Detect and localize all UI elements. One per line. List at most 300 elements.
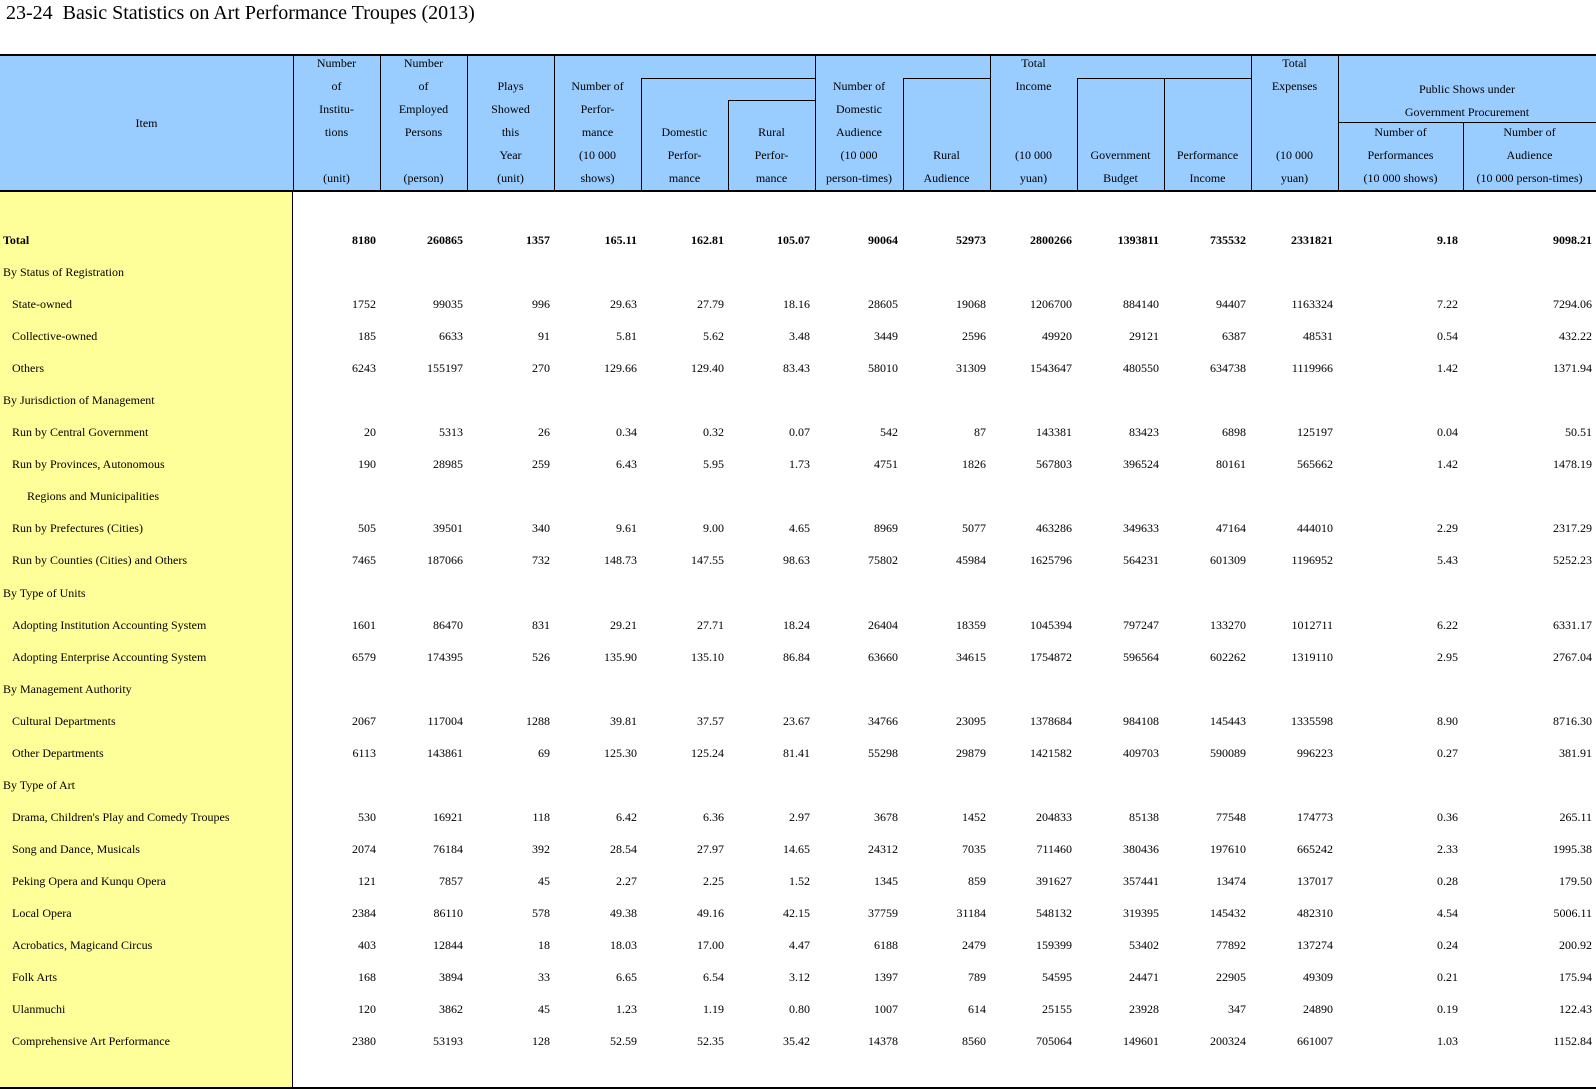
cell-value: 444010 bbox=[1297, 521, 1333, 536]
cell-value: 24890 bbox=[1303, 1002, 1333, 1017]
cell-value: 26404 bbox=[868, 617, 898, 632]
header-col-8-line: (10 000 bbox=[1015, 148, 1052, 162]
cell-value: 3678 bbox=[874, 809, 898, 824]
cell-value: 1335598 bbox=[1291, 713, 1333, 728]
cell-value: 5313 bbox=[439, 425, 463, 440]
table-row bbox=[0, 384, 1596, 416]
table-row bbox=[0, 865, 1596, 897]
cell-value: 6633 bbox=[439, 329, 463, 344]
cell-value: 19068 bbox=[956, 297, 986, 312]
cell-value: 357441 bbox=[1123, 873, 1159, 888]
cell-value: 2.29 bbox=[1437, 521, 1458, 536]
cell-value: 49309 bbox=[1303, 970, 1333, 985]
cell-value: 33 bbox=[538, 970, 550, 985]
cell-value: 14378 bbox=[868, 1034, 898, 1049]
cell-value: 542 bbox=[880, 425, 898, 440]
row-label: Ulanmuchi bbox=[12, 1002, 66, 1017]
cell-value: 52.59 bbox=[610, 1034, 637, 1049]
cell-value: 18.16 bbox=[783, 297, 810, 312]
cell-value: 1625796 bbox=[1030, 553, 1072, 568]
cell-value: 859 bbox=[968, 873, 986, 888]
cell-value: 2.95 bbox=[1437, 649, 1458, 664]
cell-value: 18359 bbox=[956, 617, 986, 632]
cell-value: 27.79 bbox=[697, 297, 724, 312]
cell-value: 0.32 bbox=[703, 425, 724, 440]
cell-value: 3.12 bbox=[789, 970, 810, 985]
cell-value: 2067 bbox=[352, 713, 376, 728]
header-col-8-line bbox=[1032, 121, 1035, 144]
table-row bbox=[0, 737, 1596, 769]
header-col-12-line: Performances bbox=[1367, 148, 1434, 162]
header-col-5-line: mance bbox=[755, 171, 788, 185]
cell-value: 128 bbox=[532, 1034, 550, 1049]
row-label: Collective-owned bbox=[12, 329, 98, 344]
table-body bbox=[0, 224, 1596, 1057]
cell-value: 145432 bbox=[1210, 905, 1246, 920]
cell-value: 29121 bbox=[1129, 329, 1159, 344]
cell-value: 265.11 bbox=[1559, 809, 1592, 824]
cell-value: 7.22 bbox=[1437, 297, 1458, 312]
header-col-12 bbox=[1338, 121, 1463, 190]
cell-value: 1.52 bbox=[789, 873, 810, 888]
table-row bbox=[0, 609, 1596, 641]
cell-value: 396524 bbox=[1123, 457, 1159, 472]
cell-value: 55298 bbox=[868, 745, 898, 760]
table-row bbox=[0, 993, 1596, 1025]
row-label: Others bbox=[12, 361, 44, 376]
cell-value: 665242 bbox=[1297, 841, 1333, 856]
cell-value: 149601 bbox=[1123, 1034, 1159, 1049]
table-row bbox=[0, 544, 1596, 576]
table-row bbox=[0, 641, 1596, 673]
cell-value: 49.38 bbox=[610, 905, 637, 920]
cell-value: 129.40 bbox=[691, 361, 724, 376]
cell-value: 143381 bbox=[1036, 425, 1072, 440]
cell-value: 530 bbox=[358, 809, 376, 824]
cell-value: 480550 bbox=[1123, 361, 1159, 376]
cell-value: 6113 bbox=[352, 745, 376, 760]
header-col-11 bbox=[1251, 52, 1338, 190]
cell-value: 14.65 bbox=[783, 841, 810, 856]
header-public-shows-group bbox=[1338, 78, 1596, 124]
cell-value: 1601 bbox=[352, 617, 376, 632]
cell-value: 391627 bbox=[1036, 873, 1072, 888]
cell-value: 797247 bbox=[1123, 617, 1159, 632]
cell-value: 564231 bbox=[1123, 553, 1159, 568]
table-row bbox=[0, 673, 1596, 705]
header-col-6-line: Number of bbox=[832, 79, 886, 93]
cell-value: 197610 bbox=[1210, 841, 1246, 856]
table-row bbox=[0, 929, 1596, 961]
row-label: Folk Arts bbox=[12, 970, 58, 985]
cell-value: 137274 bbox=[1297, 938, 1333, 953]
cell-value: 2.97 bbox=[789, 809, 810, 824]
cell-value: 3449 bbox=[874, 329, 898, 344]
table-bottom-rule bbox=[0, 1087, 1596, 1089]
cell-value: 3862 bbox=[439, 1002, 463, 1017]
cell-value: 31309 bbox=[956, 361, 986, 376]
header-group-rule bbox=[903, 78, 990, 79]
cell-value: 29.21 bbox=[610, 617, 637, 632]
cell-value: 0.28 bbox=[1437, 873, 1458, 888]
cell-value: 91 bbox=[538, 329, 550, 344]
cell-value: 129.66 bbox=[604, 361, 637, 376]
cell-value: 45 bbox=[538, 873, 550, 888]
header-col-13 bbox=[1463, 121, 1596, 190]
cell-value: 6387 bbox=[1222, 329, 1246, 344]
cell-value: 409703 bbox=[1123, 745, 1159, 760]
cell-value: 12844 bbox=[433, 938, 463, 953]
header-col-4-line: mance bbox=[668, 171, 701, 185]
cell-value: 31184 bbox=[956, 905, 986, 920]
cell-value: 69 bbox=[538, 745, 550, 760]
cell-value: 340 bbox=[532, 521, 550, 536]
cell-value: 3894 bbox=[439, 970, 463, 985]
cell-value: 35.42 bbox=[783, 1034, 810, 1049]
cell-value: 52973 bbox=[956, 233, 986, 247]
cell-value: 482310 bbox=[1297, 905, 1333, 920]
header-col-11-line: Expenses bbox=[1271, 79, 1318, 93]
header-col-4-line: Perfor- bbox=[667, 148, 702, 162]
cell-value: 5.62 bbox=[703, 329, 724, 344]
cell-value: 6188 bbox=[874, 938, 898, 953]
cell-value: 1345 bbox=[874, 873, 898, 888]
cell-value: 1357 bbox=[526, 233, 550, 247]
row-label: Regions and Municipalities bbox=[27, 489, 159, 504]
cell-value: 6.42 bbox=[616, 809, 637, 824]
cell-value: 602262 bbox=[1210, 649, 1246, 664]
cell-value: 47164 bbox=[1216, 521, 1246, 536]
row-label: Comprehensive Art Performance bbox=[12, 1034, 170, 1049]
cell-value: 125.30 bbox=[604, 745, 637, 760]
cell-value: 18.03 bbox=[610, 938, 637, 953]
cell-value: 1007 bbox=[874, 1002, 898, 1017]
cell-value: 135.10 bbox=[691, 649, 724, 664]
cell-value: 187066 bbox=[427, 553, 463, 568]
header-col-6-line: Domestic bbox=[836, 102, 882, 116]
header-col-11-line bbox=[1293, 98, 1296, 121]
table-row bbox=[0, 480, 1596, 512]
cell-value: 37.57 bbox=[697, 713, 724, 728]
cell-value: 18 bbox=[538, 938, 550, 953]
row-label: Peking Opera and Kunqu Opera bbox=[12, 873, 166, 888]
table-row bbox=[0, 961, 1596, 993]
cell-value: 9.00 bbox=[703, 521, 724, 536]
header-col-1-line: (person) bbox=[403, 171, 444, 185]
cell-value: 1397 bbox=[874, 970, 898, 985]
cell-value: 133270 bbox=[1210, 617, 1246, 632]
cell-value: 0.36 bbox=[1437, 809, 1458, 824]
cell-value: 6.65 bbox=[616, 970, 637, 985]
cell-value: 270 bbox=[532, 361, 550, 376]
cell-value: 2380 bbox=[352, 1034, 376, 1049]
cell-value: 121 bbox=[358, 873, 376, 888]
cell-value: 118 bbox=[532, 809, 550, 824]
cell-value: 6.36 bbox=[703, 809, 724, 824]
cell-value: 135.90 bbox=[604, 649, 637, 664]
cell-value: 6331.17 bbox=[1553, 617, 1592, 632]
table-row bbox=[0, 416, 1596, 448]
cell-value: 49.16 bbox=[697, 905, 724, 920]
cell-value: 27.71 bbox=[697, 617, 724, 632]
header-col-0-line: (unit) bbox=[323, 171, 350, 185]
cell-value: 565662 bbox=[1297, 457, 1333, 472]
header-col-6 bbox=[815, 75, 903, 190]
row-label: Adopting Institution Accounting System bbox=[12, 617, 207, 632]
cell-value: 7857 bbox=[439, 873, 463, 888]
cell-value: 381.91 bbox=[1559, 745, 1592, 760]
cell-value: 105.07 bbox=[777, 233, 810, 247]
table-row bbox=[0, 577, 1596, 609]
header-col-12-line: Number of bbox=[1374, 125, 1427, 139]
cell-value: 319395 bbox=[1123, 905, 1159, 920]
cell-value: 6243 bbox=[352, 361, 376, 376]
cell-value: 87 bbox=[974, 425, 986, 440]
cell-value: 984108 bbox=[1123, 713, 1159, 728]
cell-value: 567803 bbox=[1036, 457, 1072, 472]
cell-value: 259 bbox=[532, 457, 550, 472]
cell-value: 122.43 bbox=[1559, 1002, 1592, 1017]
header-col-13-line: Audience bbox=[1506, 148, 1553, 162]
cell-value: 578 bbox=[532, 905, 550, 920]
cell-value: 2384 bbox=[352, 905, 376, 920]
cell-value: 86110 bbox=[433, 905, 463, 920]
cell-value: 179.50 bbox=[1559, 873, 1592, 888]
table-row bbox=[0, 224, 1596, 256]
header-group-rule bbox=[641, 78, 815, 79]
cell-value: 732 bbox=[532, 553, 550, 568]
cell-value: 5.95 bbox=[703, 457, 724, 472]
cell-value: 5077 bbox=[962, 521, 986, 536]
cell-value: 403 bbox=[358, 938, 376, 953]
header-col-11-line bbox=[1293, 121, 1296, 144]
cell-value: 7465 bbox=[352, 553, 376, 568]
cell-value: 884140 bbox=[1123, 297, 1159, 312]
cell-value: 8716.30 bbox=[1553, 713, 1592, 728]
cell-value: 190 bbox=[358, 457, 376, 472]
cell-value: 2074 bbox=[352, 841, 376, 856]
cell-value: 2767.04 bbox=[1553, 649, 1592, 664]
cell-value: 200.92 bbox=[1559, 938, 1592, 953]
cell-value: 1995.38 bbox=[1553, 841, 1592, 856]
header-col-1 bbox=[380, 52, 467, 190]
cell-value: 1754872 bbox=[1030, 649, 1072, 664]
header-col-1-line: Employed bbox=[398, 102, 449, 116]
cell-value: 6.54 bbox=[703, 970, 724, 985]
cell-value: 29879 bbox=[956, 745, 986, 760]
cell-value: 1.03 bbox=[1437, 1034, 1458, 1049]
cell-value: 9098.21 bbox=[1553, 233, 1592, 247]
header-col-9 bbox=[1077, 144, 1164, 190]
cell-value: 1045394 bbox=[1030, 617, 1072, 632]
header-col-3-line: (10 000 bbox=[579, 148, 616, 162]
header-col-10-line: Income bbox=[1189, 171, 1226, 185]
cell-value: 34766 bbox=[868, 713, 898, 728]
cell-value: 29.63 bbox=[610, 297, 637, 312]
row-label: By Jurisdiction of Management bbox=[3, 393, 155, 408]
header-col-9-line: Budget bbox=[1103, 171, 1138, 185]
cell-value: 145443 bbox=[1210, 713, 1246, 728]
cell-value: 596564 bbox=[1123, 649, 1159, 664]
header-col-7-line: Rural bbox=[933, 148, 960, 162]
header-item-label: Item bbox=[135, 116, 158, 130]
cell-value: 0.07 bbox=[789, 425, 810, 440]
cell-value: 1206700 bbox=[1030, 297, 1072, 312]
cell-value: 125197 bbox=[1297, 425, 1333, 440]
cell-value: 83423 bbox=[1129, 425, 1159, 440]
header-col-8 bbox=[990, 52, 1077, 190]
header-col-3-line: Perfor- bbox=[580, 102, 615, 116]
cell-value: 175.94 bbox=[1559, 970, 1592, 985]
cell-value: 0.19 bbox=[1437, 1002, 1458, 1017]
cell-value: 2317.29 bbox=[1553, 521, 1592, 536]
cell-value: 548132 bbox=[1036, 905, 1072, 920]
cell-value: 6579 bbox=[352, 649, 376, 664]
header-col-5-line: Rural bbox=[758, 125, 785, 139]
cell-value: 1.23 bbox=[616, 1002, 637, 1017]
cell-value: 23095 bbox=[956, 713, 986, 728]
cell-value: 1.42 bbox=[1437, 457, 1458, 472]
cell-value: 58010 bbox=[868, 361, 898, 376]
cell-value: 17.00 bbox=[697, 938, 724, 953]
cell-value: 81.41 bbox=[783, 745, 810, 760]
cell-value: 204833 bbox=[1036, 809, 1072, 824]
table-row bbox=[0, 288, 1596, 320]
cell-value: 117004 bbox=[427, 713, 463, 728]
header-group-rule bbox=[728, 100, 815, 101]
header-group-rule bbox=[1077, 78, 1251, 79]
cell-value: 77548 bbox=[1216, 809, 1246, 824]
header-col-8-line: Income bbox=[1015, 79, 1052, 93]
cell-value: 83.43 bbox=[783, 361, 810, 376]
header-col-10 bbox=[1164, 144, 1251, 190]
row-label: Adopting Enterprise Accounting System bbox=[12, 649, 207, 664]
cell-value: 28605 bbox=[868, 297, 898, 312]
cell-value: 3.48 bbox=[789, 329, 810, 344]
cell-value: 0.34 bbox=[616, 425, 637, 440]
cell-value: 5006.11 bbox=[1553, 905, 1592, 920]
table-row bbox=[0, 1025, 1596, 1057]
cell-value: 711460 bbox=[1036, 841, 1072, 856]
row-label: Other Departments bbox=[12, 745, 104, 760]
cell-value: 168 bbox=[358, 970, 376, 985]
cell-value: 5.43 bbox=[1437, 553, 1458, 568]
cell-value: 0.04 bbox=[1437, 425, 1458, 440]
public-group-line: Public Shows under bbox=[1419, 82, 1515, 96]
table-row bbox=[0, 705, 1596, 737]
cell-value: 42.15 bbox=[783, 905, 810, 920]
cell-value: 590089 bbox=[1210, 745, 1246, 760]
cell-value: 1196952 bbox=[1291, 553, 1333, 568]
cell-value: 18.24 bbox=[783, 617, 810, 632]
cell-value: 53193 bbox=[433, 1034, 463, 1049]
row-label: By Type of Units bbox=[3, 585, 86, 600]
header-col-3 bbox=[554, 75, 641, 190]
table-row bbox=[0, 448, 1596, 480]
cell-value: 831 bbox=[532, 617, 550, 632]
header-col-8-line: yuan) bbox=[1019, 171, 1048, 185]
cell-value: 1826 bbox=[962, 457, 986, 472]
cell-value: 28.54 bbox=[610, 841, 637, 856]
cell-value: 1.42 bbox=[1437, 361, 1458, 376]
cell-value: 0.54 bbox=[1437, 329, 1458, 344]
cell-value: 94407 bbox=[1216, 297, 1246, 312]
cell-value: 45 bbox=[538, 1002, 550, 1017]
row-label: Total bbox=[3, 233, 30, 247]
cell-value: 77892 bbox=[1216, 938, 1246, 953]
cell-value: 789 bbox=[968, 970, 986, 985]
table-row bbox=[0, 512, 1596, 544]
cell-value: 380436 bbox=[1123, 841, 1159, 856]
cell-value: 45984 bbox=[956, 553, 986, 568]
cell-value: 148.73 bbox=[604, 553, 637, 568]
cell-value: 5252.23 bbox=[1553, 553, 1592, 568]
cell-value: 174395 bbox=[427, 649, 463, 664]
header-item bbox=[0, 112, 293, 135]
cell-value: 23.67 bbox=[783, 713, 810, 728]
cell-value: 174773 bbox=[1297, 809, 1333, 824]
header-col-0-line: Number bbox=[316, 56, 357, 70]
cell-value: 25155 bbox=[1042, 1002, 1072, 1017]
cell-value: 996 bbox=[532, 297, 550, 312]
cell-value: 75802 bbox=[868, 553, 898, 568]
cell-value: 996223 bbox=[1297, 745, 1333, 760]
header-col-3-line: shows) bbox=[580, 171, 615, 185]
cell-value: 143861 bbox=[427, 745, 463, 760]
cell-value: 2.25 bbox=[703, 873, 724, 888]
row-label: Cultural Departments bbox=[12, 713, 116, 728]
cell-value: 16921 bbox=[433, 809, 463, 824]
cell-value: 1163324 bbox=[1291, 297, 1333, 312]
header-col-5 bbox=[728, 121, 815, 190]
header-col-4 bbox=[641, 121, 728, 190]
cell-value: 1478.19 bbox=[1553, 457, 1592, 472]
cell-value: 8.90 bbox=[1437, 713, 1458, 728]
cell-value: 2800266 bbox=[1030, 233, 1072, 247]
cell-value: 1752 bbox=[352, 297, 376, 312]
cell-value: 1371.94 bbox=[1553, 361, 1592, 376]
cell-value: 735532 bbox=[1210, 233, 1246, 247]
cell-value: 86.84 bbox=[783, 649, 810, 664]
cell-value: 54595 bbox=[1042, 970, 1072, 985]
cell-value: 9.61 bbox=[616, 521, 637, 536]
cell-value: 147.55 bbox=[691, 553, 724, 568]
header-col-13-line: (10 000 person-times) bbox=[1476, 171, 1583, 185]
row-label: By Type of Art bbox=[3, 777, 75, 792]
cell-value: 6.22 bbox=[1437, 617, 1458, 632]
cell-value: 634738 bbox=[1210, 361, 1246, 376]
header-col-2-line: Year bbox=[499, 148, 522, 162]
cell-value: 48531 bbox=[1303, 329, 1333, 344]
cell-value: 8180 bbox=[352, 233, 376, 247]
row-label: Run by Counties (Cities) and Others bbox=[12, 553, 187, 568]
cell-value: 24471 bbox=[1129, 970, 1159, 985]
header-col-0-line: tions bbox=[324, 125, 349, 139]
cell-value: 0.21 bbox=[1437, 970, 1458, 985]
header-col-1-line: of bbox=[418, 79, 429, 93]
row-label: Acrobatics, Magicand Circus bbox=[12, 938, 153, 953]
cell-value: 98.63 bbox=[783, 553, 810, 568]
cell-value: 392 bbox=[532, 841, 550, 856]
cell-value: 49920 bbox=[1042, 329, 1072, 344]
header-col-2-line: Plays bbox=[497, 79, 524, 93]
header-col-2-line: (unit) bbox=[497, 171, 524, 185]
header-col-7-line: Audience bbox=[923, 171, 970, 185]
header-col-0-line: Institu- bbox=[319, 102, 354, 116]
cell-value: 2331821 bbox=[1291, 233, 1333, 247]
cell-value: 1012711 bbox=[1291, 617, 1333, 632]
cell-value: 1.73 bbox=[789, 457, 810, 472]
